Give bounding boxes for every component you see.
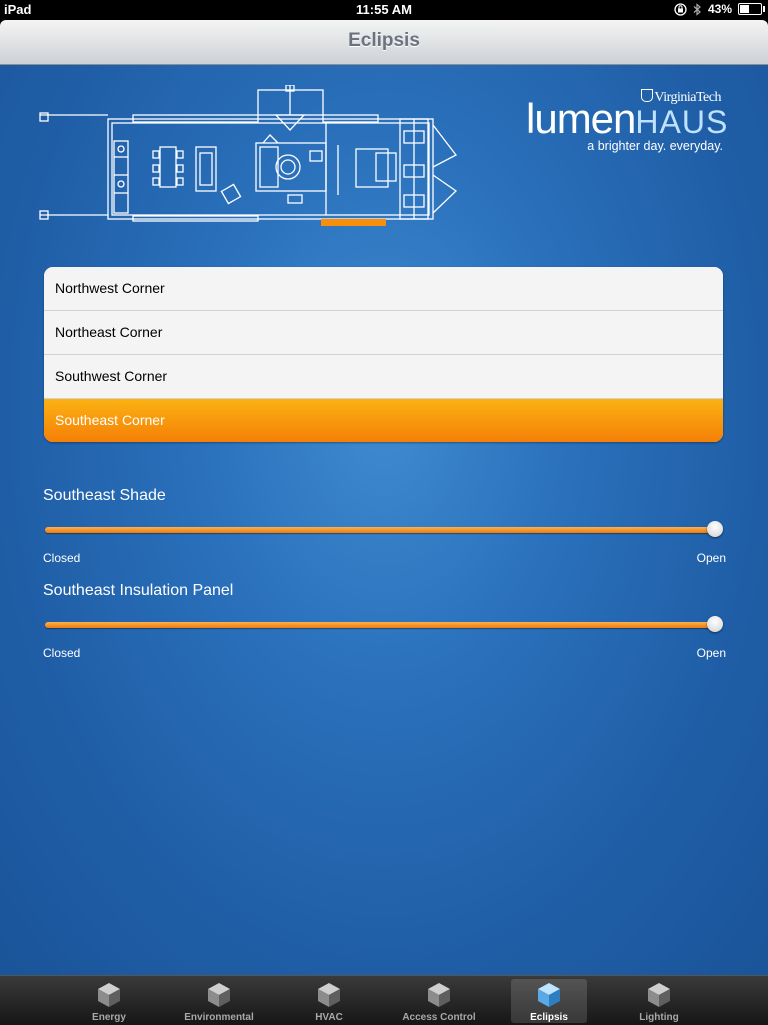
page-title: Eclipsis xyxy=(348,30,420,51)
slider-min-label: Closed xyxy=(43,646,81,660)
corner-item-southeast[interactable]: Southeast Corner xyxy=(44,399,723,442)
slider-title: Southeast Shade xyxy=(43,487,166,504)
cube-icon xyxy=(647,982,671,1008)
corner-item-southwest[interactable]: Southwest Corner xyxy=(44,355,723,399)
corner-item-northwest[interactable]: Northwest Corner xyxy=(44,267,723,311)
tab-eclipsis[interactable]: Eclipsis xyxy=(511,979,587,1023)
brand-wordmark: lumenHAUS xyxy=(526,95,729,142)
cube-icon xyxy=(537,982,561,1008)
main-content xyxy=(0,65,768,975)
slider-max-label: Open xyxy=(696,551,726,565)
clock: 11:55 AM xyxy=(356,2,412,17)
shade-slider-track[interactable] xyxy=(45,527,715,533)
shade-slider-block xyxy=(43,487,726,567)
house-floorplan xyxy=(38,85,463,235)
carrier-label: iPad xyxy=(4,2,32,17)
slider-min-label: Closed xyxy=(43,551,81,565)
slider-title: Southeast Insulation Panel xyxy=(43,582,234,599)
tab-bar xyxy=(0,975,768,1025)
insulation-slider-block xyxy=(43,582,726,662)
battery-percent: 43% xyxy=(707,2,732,16)
bluetooth-icon xyxy=(693,3,702,16)
status-bar xyxy=(0,0,768,20)
southeast-corner-highlight xyxy=(321,219,386,226)
battery-icon xyxy=(738,3,762,15)
cube-icon xyxy=(207,982,231,1008)
tab-lighting[interactable]: Lighting xyxy=(621,979,697,1023)
cube-icon xyxy=(427,982,451,1008)
rotation-lock-icon xyxy=(674,3,687,16)
insulation-slider-thumb[interactable] xyxy=(707,616,723,632)
tagline: a brighter day. everyday. xyxy=(587,139,723,153)
lumenhaus-logo xyxy=(520,87,729,157)
cube-icon xyxy=(317,982,341,1008)
slider-max-label: Open xyxy=(696,646,726,660)
insulation-slider-track[interactable] xyxy=(45,622,715,628)
battery-fill xyxy=(740,5,749,13)
tab-environmental[interactable]: Environmental xyxy=(181,979,257,1023)
shade-slider-thumb[interactable] xyxy=(707,521,723,537)
corner-item-northeast[interactable]: Northeast Corner xyxy=(44,311,723,355)
tab-hvac[interactable]: HVAC xyxy=(291,979,367,1023)
virginia-tech-logo: VirginiaTech xyxy=(641,89,721,106)
corner-list xyxy=(44,267,723,442)
tab-access-control[interactable]: Access Control xyxy=(401,979,477,1023)
cube-icon xyxy=(97,982,121,1008)
navigation-bar xyxy=(0,20,768,65)
tab-energy[interactable]: Energy xyxy=(71,979,147,1023)
